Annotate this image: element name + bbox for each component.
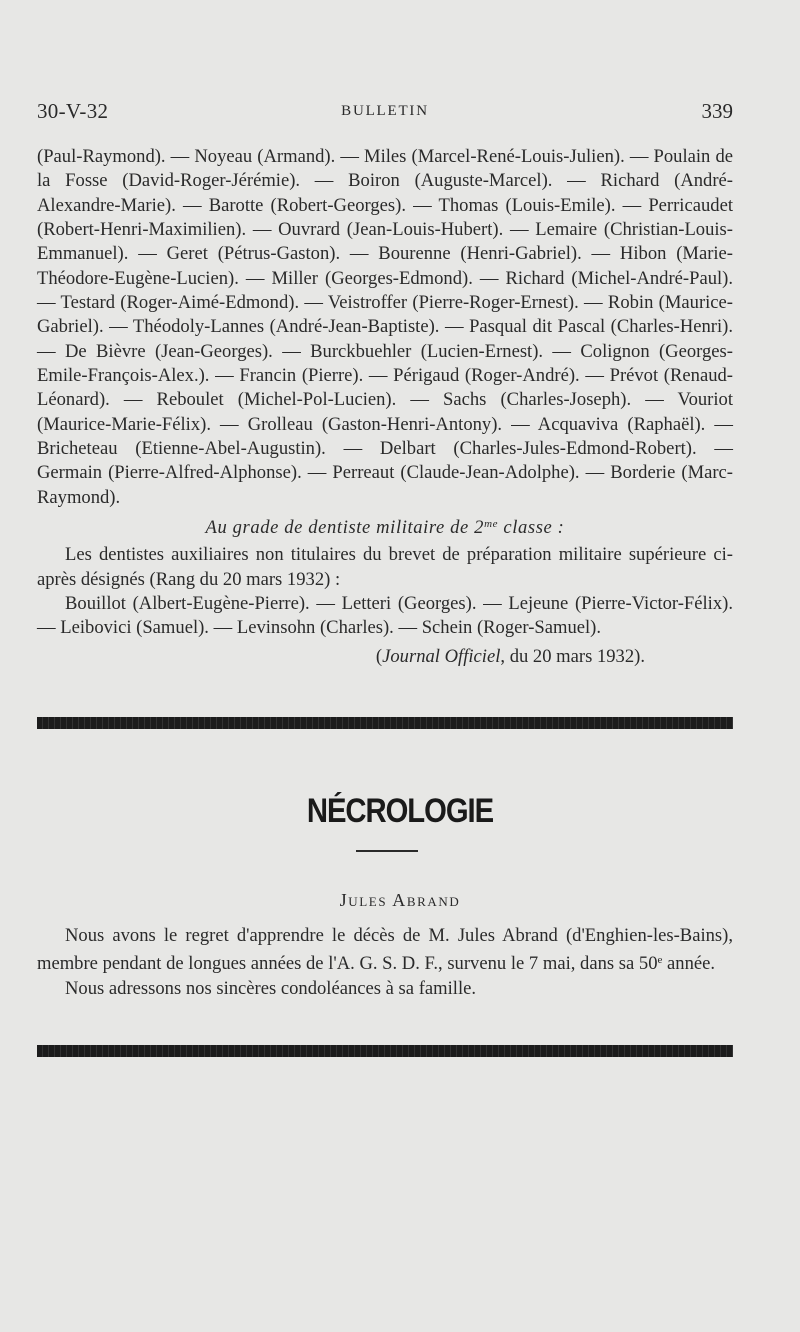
- issue-date: 30-V-32: [37, 99, 109, 123]
- publication-title: BULLETIN: [341, 103, 429, 119]
- running-header: [37, 99, 733, 129]
- section-heading: Au grade de dentiste militaire de $2^{me}$ classe :: [205, 517, 565, 538]
- names-paragraph: (Paul-Raymond). — Noyeau (Armand). — Miles (Marcel-René-Louis-Julien). — Poulain de la Fosse (David-Roger-Jérémie). — Boiron (Auguste-Marcel). — Richard (André-Alexandre-Marie). — Barotte (Robert-Georges). — Thomas (Louis-Emile). — Perricaudet (Robert-Henri-Maximilien). — Ouvrard (Jean-Louis-Hubert). — Lemaire (Christian-Louis-Emmanuel). — Geret (Pétrus-Gaston). — Bourenne (Henri-Gabriel). — Hibon (Marie-Théodore-Eugène-Lucien). — Miller (Georges-Edmond). — Richard (Michel-André-Paul). — Testard (Roger-Aimé-Edmond). — Veistroffer (Pierre-Roger-Ernest). — Robin (Maurice-Gabriel). — Théodoly-Lannes (André-Jean-Baptiste). — Pasqual dit Pascal (Charles-Henri). — De Bièvre (Jean-Georges). — Burckbuehler (Lucien-Ernest). — Colignon (Georges-Emile-François-Alex.). — Francin (Pierre). — Périgaud (Roger-André). — Prévot (Renaud-Léonard). — Reboulet (Michel-Pol-Lucien). — Sachs (Charles-Joseph). — Vouriot (Maurice-Marie-Félix). — Grolleau (Gaston-Henri-Antony). — Acquaviva (Raphaël). — Bricheteau (Etienne-Abel-Augustin). — Delbart (Charles-Jules-Edmond-Robert). — Germain (Pierre-Alfred-Alphonse). — Perreaut (Claude-Jean-Adolphe). — Borderie (Marc-Raymond).: [37, 146, 733, 508]
- condolences-paragraph: Nous adressons nos sincères condoléances à sa famille.: [65, 977, 477, 999]
- necrology-title: NÉCROLOGIE: [306, 792, 494, 830]
- dentist-names: Bouillot (Albert-Eugène-Pierre). — Letteri (Georges). — Lejeune (Pierre-Victor-Félix). — Leibovici (Samuel). — Levinsohn (Charles). — Schein (Roger-Samuel).: [37, 593, 733, 639]
- obituary-name: Jules Abrand: [339, 890, 461, 910]
- page-number: 339: [701, 99, 733, 123]
- obituary-paragraph: Nous avons le regret d'apprendre le décès de M. Jules Abrand (d'Enghien-les-Bains), membre pendant de longues années de l'A. G. S. D. F., survenu le 7 mai, dans sa 50e année.: [37, 925, 733, 975]
- source-citation: (Journal Officiel, du 20 mars 1932).: [375, 645, 645, 667]
- title-underline: [356, 850, 418, 852]
- journal-name: Journal Officiel: [382, 645, 501, 667]
- section-divider: [37, 717, 733, 729]
- section-divider-bottom: [37, 1045, 733, 1057]
- section-intro: Les dentistes auxiliaires non titulaires du brevet de préparation militaire supérieure ci-après désignés (Rang du 20 mars 1932) :: [37, 544, 733, 590]
- dentist-promotion-section: [37, 512, 733, 669]
- obituary-text: [37, 924, 733, 1001]
- promotion-names-list: [37, 145, 733, 510]
